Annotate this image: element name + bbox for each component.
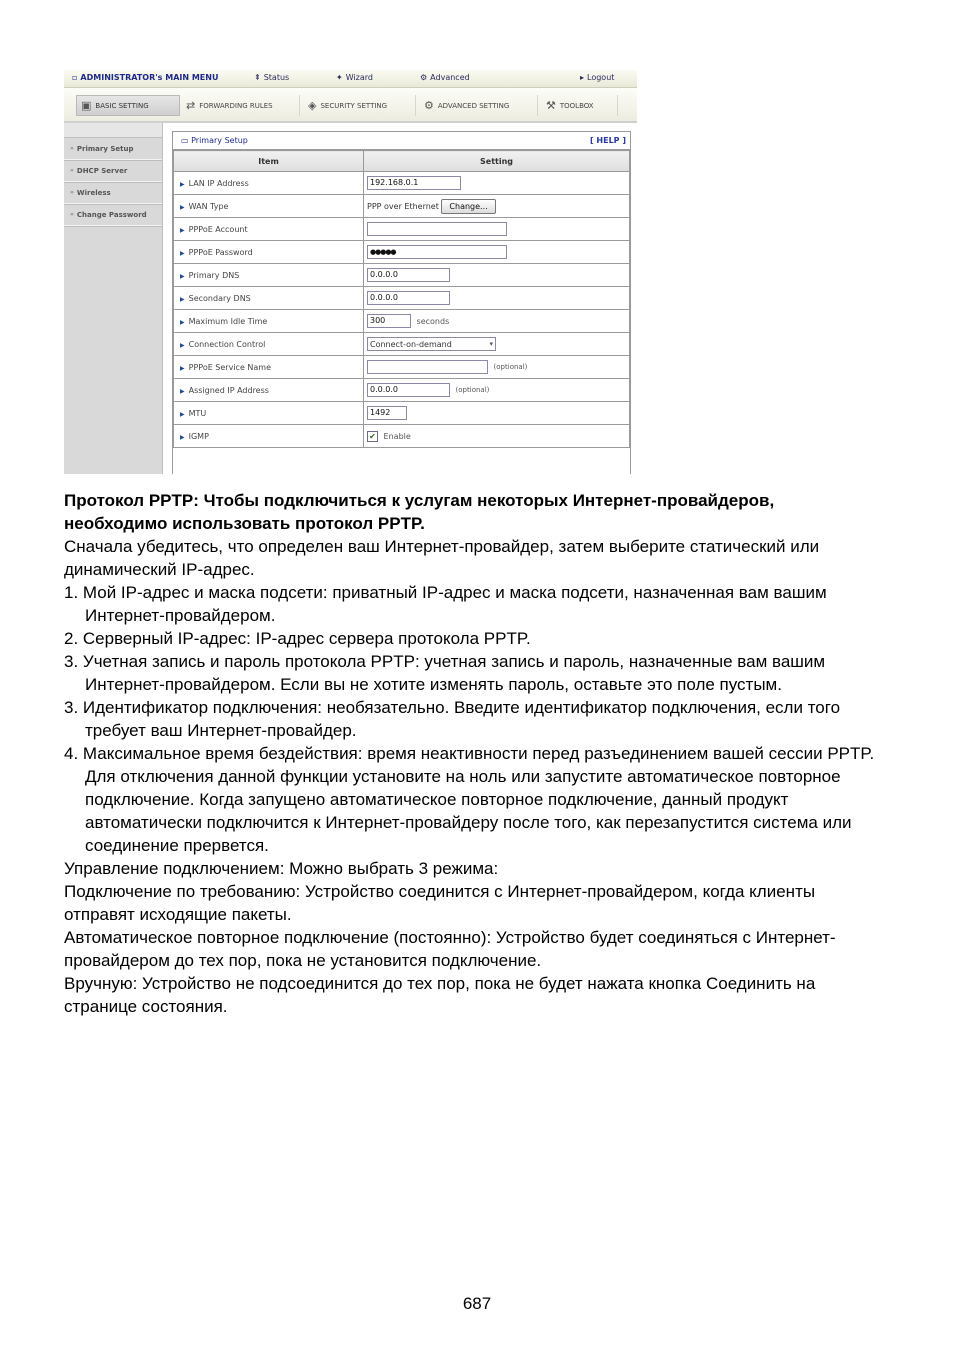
seconds-unit: seconds (416, 316, 450, 326)
igmp-enable-checkbox[interactable]: ✔ (367, 431, 378, 442)
help-link[interactable]: [ HELP ] (589, 136, 626, 145)
gear-icon: ⚙ (424, 99, 434, 112)
row-arrow-icon: ▶ (180, 410, 185, 418)
status-link[interactable]: ⇞ Status (254, 73, 290, 82)
sidebar (64, 123, 163, 474)
tab-advanced-setting[interactable]: ⚙ ADVANCED SETTING (420, 95, 538, 116)
row-arrow-icon: ▶ (180, 295, 185, 303)
toolbox-icon: ⚒ (546, 99, 556, 112)
igmp-enable-label: Enable (383, 431, 411, 441)
table-row: ▶ Connection Control Connect-on-demand ▾ (174, 333, 630, 356)
panel-title: ▭ Primary Setup (181, 136, 248, 145)
row-arrow-icon: ▶ (180, 203, 185, 211)
table-row: ▶ WAN Type PPP over Ethernet Change... (174, 195, 630, 218)
arrow-right-icon: ▸ (580, 73, 585, 82)
optional-hint: (optional) (493, 363, 528, 371)
list-item: 3. Учетная запись и пароль протокола PPTP: учетная запись и пароль, назначенные вам вашим Интернет-провайдером. Если вы не хотите изменять пароль, оставьте это поле пустым. (64, 652, 826, 694)
table-row: ▶ PPPoE Password ●●●●● (174, 241, 630, 264)
optional-hint: (optional) (455, 386, 490, 394)
sidebar-item-wireless[interactable]: » Wireless (64, 182, 162, 204)
column-header-setting: Setting (364, 151, 630, 172)
tab-basic-setting[interactable]: ▣ BASIC SETTING (76, 95, 180, 116)
tab-bar (64, 88, 637, 123)
pppoe-account-input[interactable] (367, 222, 507, 236)
list-item: 3. Идентификатор подключения: необязательно. Введите идентификатор подключения, если того требует ваш Интернет-провайдер. (64, 698, 841, 740)
change-wan-type-button[interactable]: Change... (441, 199, 495, 214)
manual-paragraph: Вручную: Устройство не подсоединится до тех пор, пока не будет нажата кнопка Соединить на странице состояния. (64, 974, 816, 1016)
row-arrow-icon: ▶ (180, 318, 185, 326)
table-header (174, 151, 630, 172)
table-row: ▶ Secondary DNS 0.0.0.0 (174, 287, 630, 310)
pppoe-service-name-input[interactable] (367, 360, 488, 374)
window-icon: ▭ (181, 136, 189, 145)
on-demand-paragraph: Подключение по требованию: Устройство соединится с Интернет-провайдером, когда клиенты отправят исходящие пакеты. (64, 882, 816, 924)
chevron-down-icon: ▾ (489, 340, 493, 348)
tab-forwarding-rules[interactable]: ⇄ FORWARDING RULES (182, 95, 300, 116)
table-row: ▶ PPPoE Account (174, 218, 630, 241)
table-row: ▶ MTU 1492 (174, 402, 630, 425)
advanced-icon: ⚙ (420, 73, 428, 82)
intro-paragraph: Сначала убедитесь, что определен ваш Интернет-провайдер, затем выберите статический или динамический IP-адрес. (64, 537, 820, 579)
pppoe-password-input[interactable]: ●●●●● (367, 245, 507, 259)
list-item: 1. Мой IP-адрес и маска подсети: приватный IP-адрес и маска подсети, назначенная вам вашим Интернет-провайдером. (64, 583, 827, 625)
tab-toolbox[interactable]: ⚒ TOOLBOX (542, 95, 618, 116)
document-body (64, 489, 890, 1018)
assigned-ip-input[interactable]: 0.0.0.0 (367, 383, 450, 397)
primary-dns-input[interactable]: 0.0.0.0 (367, 268, 450, 282)
table-row: ▶ LAN IP Address 192.168.0.1 (174, 172, 630, 195)
admin-main-menu: ▫ ADMINISTRATOR's MAIN MENU (72, 73, 219, 82)
mtu-input[interactable]: 1492 (367, 406, 407, 420)
column-header-item: Item (174, 151, 364, 172)
logout-link[interactable]: ▸ Logout (580, 73, 615, 82)
wan-type-value: PPP over Ethernet (367, 201, 439, 211)
bullet-icon: » (70, 145, 74, 152)
page-number: 687 (462, 1294, 492, 1313)
panel-title-bar (173, 131, 630, 150)
top-menu-bar (64, 70, 637, 88)
router-screenshot (64, 70, 637, 474)
row-arrow-icon: ▶ (180, 364, 185, 372)
status-icon: ⇞ (254, 73, 261, 82)
max-idle-time-input[interactable]: 300 (367, 314, 411, 328)
row-arrow-icon: ▶ (180, 433, 185, 441)
primary-setup-panel (172, 131, 631, 474)
list-item: 4. Максимальное время бездействия: время неактивности перед разъединением вашей сессии PPTP. Для отключения данной функции установите на ноль или запустите автоматическое повторное подключение. Когда запущено автоматическое повторное подключение, данный продукт автоматически подключится к Интернет-провайдеру после того, как перезапустится система или соединение прервется. (64, 744, 875, 855)
row-arrow-icon: ▶ (180, 272, 185, 280)
table-row: ▶ Assigned IP Address 0.0.0.0 (optional) (174, 379, 630, 402)
sidebar-item-change-password[interactable]: » Change Password (64, 204, 162, 226)
auto-reconnect-paragraph: Автоматическое повторное подключение (постоянно): Устройство будет соединяться с Интернет-провайдером до тех пор, пока не установится подключение. (64, 928, 836, 970)
row-arrow-icon: ▶ (180, 387, 185, 395)
sidebar-item-dhcp-server[interactable]: » DHCP Server (64, 160, 162, 182)
settings-list (64, 581, 890, 857)
wizard-link[interactable]: ✦ Wizard (336, 73, 373, 82)
table-row: ▶ Primary DNS 0.0.0.0 (174, 264, 630, 287)
menu-square-icon: ▫ (72, 73, 78, 82)
bullet-icon: » (70, 211, 74, 218)
table-row: ▶ Maximum Idle Time 300 seconds (174, 310, 630, 333)
row-arrow-icon: ▶ (180, 249, 185, 257)
table-row: ▶ PPPoE Service Name (optional) (174, 356, 630, 379)
row-arrow-icon: ▶ (180, 226, 185, 234)
connection-control-select[interactable]: Connect-on-demand ▾ (367, 337, 496, 351)
connection-control-paragraph: Управление подключением: Можно выбрать 3 режима: (64, 859, 499, 878)
tab-security-setting[interactable]: ◈ SECURITY SETTING (304, 95, 416, 116)
section-heading: Протокол PPTP: Чтобы подключиться к услугам некоторых Интернет-провайдеров, необходимо использовать протокол PPTP. (64, 491, 775, 533)
sidebar-item-primary-setup[interactable]: » Primary Setup (64, 138, 162, 160)
forward-icon: ⇄ (186, 99, 196, 112)
settings-table (173, 150, 630, 448)
bullet-icon: » (70, 167, 74, 174)
bullet-icon: » (70, 189, 74, 196)
advanced-link[interactable]: ⚙ Advanced (420, 73, 470, 82)
list-item: 2. Серверный IP-адрес: IP-адрес сервера протокола PPTP. (64, 629, 531, 648)
table-row: ▶ IGMP ✔ Enable (174, 425, 630, 448)
lan-ip-input[interactable]: 192.168.0.1 (367, 176, 461, 190)
router-icon: ▣ (81, 99, 92, 112)
row-arrow-icon: ▶ (180, 180, 185, 188)
shield-icon: ◈ (308, 99, 317, 112)
secondary-dns-input[interactable]: 0.0.0.0 (367, 291, 450, 305)
wizard-icon: ✦ (336, 73, 343, 82)
row-arrow-icon: ▶ (180, 341, 185, 349)
